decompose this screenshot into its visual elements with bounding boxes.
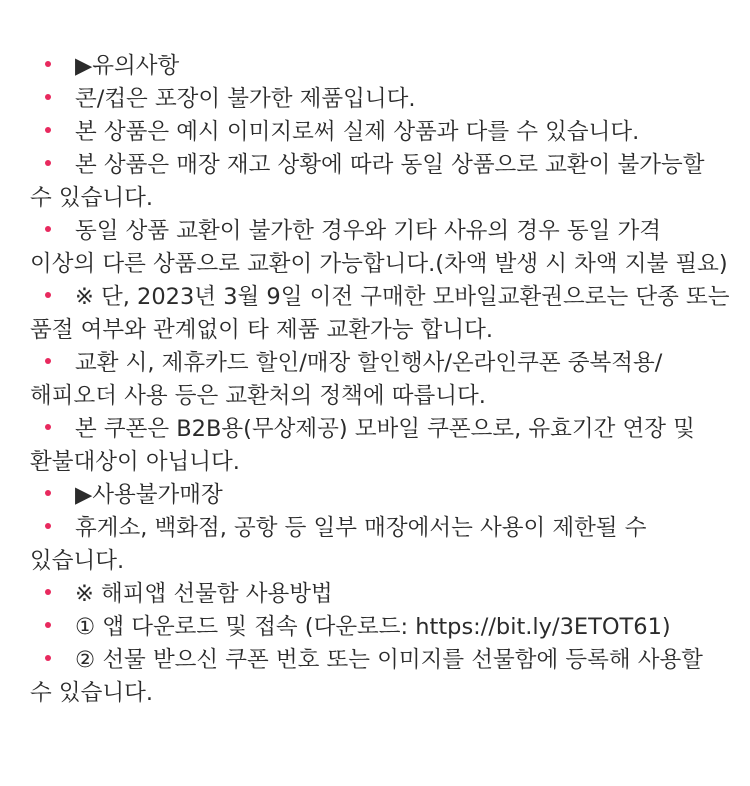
notice-item bbox=[30, 479, 730, 512]
bullet-dot-icon bbox=[45, 226, 51, 232]
notice-item bbox=[30, 149, 730, 215]
notice-text: ▶사용불가매장 bbox=[75, 482, 223, 508]
notice-text: 본 상품은 매장 재고 상황에 따라 동일 상품으로 교환이 불가능할 수 있습니다. bbox=[30, 152, 705, 211]
bullet-dot-icon bbox=[45, 655, 51, 661]
notice-item bbox=[30, 215, 730, 281]
notice-text: 본 상품은 예시 이미지로써 실제 상품과 다를 수 있습니다. bbox=[75, 119, 640, 145]
bullet-dot-icon bbox=[45, 622, 51, 628]
notice-text: ② 선물 받으신 쿠폰 번호 또는 이미지를 선물함에 등록해 사용할 수 있습니다. bbox=[30, 647, 703, 706]
notice-text: 휴게소, 백화점, 공항 등 일부 매장에서는 사용이 제한될 수 있습니다. bbox=[30, 515, 647, 574]
notice-text: 콘/컵은 포장이 불가한 제품입니다. bbox=[75, 86, 416, 112]
notice-item bbox=[30, 413, 730, 479]
notice-item bbox=[30, 611, 730, 644]
notice-item bbox=[30, 347, 730, 413]
notice-item bbox=[30, 578, 730, 611]
notice-text: ▶유의사항 bbox=[75, 53, 180, 79]
notice-text: 동일 상품 교환이 불가한 경우와 기타 사유의 경우 동일 가격 이상의 다른 상품으로 교환이 가능합니다.(차액 발생 시 차액 지불 필요) bbox=[30, 218, 728, 277]
notice-item bbox=[30, 83, 730, 116]
bullet-dot-icon bbox=[45, 94, 51, 100]
bullet-dot-icon bbox=[45, 424, 51, 430]
notice-text: ※ 단, 2023년 3월 9일 이전 구매한 모바일교환권으로는 단종 또는 품절 여부와 관계없이 타 제품 교환가능 합니다. bbox=[30, 284, 730, 343]
notice-text: 본 쿠폰은 B2B용(무상제공) 모바일 쿠폰으로, 유효기간 연장 및 환불대상이 아닙니다. bbox=[30, 416, 695, 475]
notice-item bbox=[30, 512, 730, 578]
bullet-dot-icon bbox=[45, 127, 51, 133]
notice-item bbox=[30, 644, 730, 710]
bullet-dot-icon bbox=[45, 523, 51, 529]
notice-text: ※ 해피앱 선물함 사용방법 bbox=[75, 581, 333, 607]
notice-item bbox=[30, 50, 730, 83]
bullet-dot-icon bbox=[45, 61, 51, 67]
bullet-dot-icon bbox=[45, 490, 51, 496]
notice-text: ① 앱 다운로드 및 접속 (다운로드: https://bit.ly/3ETOT61) bbox=[75, 614, 671, 640]
bullet-dot-icon bbox=[45, 292, 51, 298]
bullet-dot-icon bbox=[45, 589, 51, 595]
bullet-dot-icon bbox=[45, 358, 51, 364]
notice-list bbox=[30, 50, 730, 710]
notice-item bbox=[30, 116, 730, 149]
bullet-dot-icon bbox=[45, 160, 51, 166]
notice-item bbox=[30, 281, 730, 347]
notice-text: 교환 시, 제휴카드 할인/매장 할인행사/온라인쿠폰 중복적용/해피오더 사용 등은 교환처의 정책에 따릅니다. bbox=[30, 350, 663, 409]
